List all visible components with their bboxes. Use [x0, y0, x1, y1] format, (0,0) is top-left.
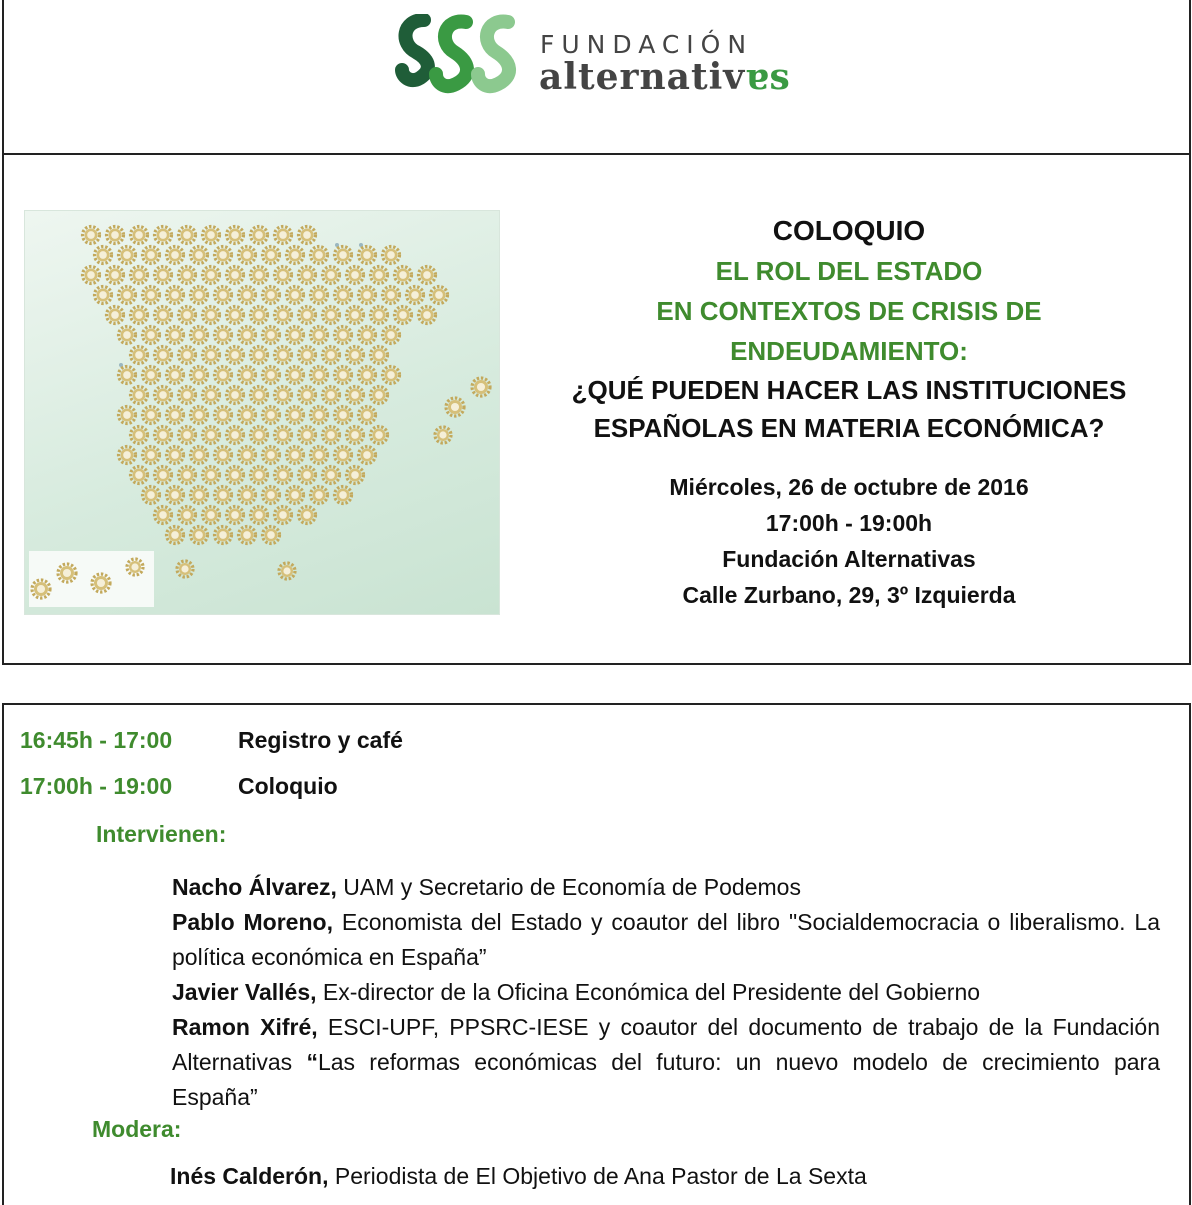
slot-label: Registro y café — [238, 727, 403, 753]
slot-time: 17:00h - 19:00 — [20, 773, 173, 799]
event-title-line-2: EN CONTEXTOS DE CRISIS DE — [656, 296, 1042, 326]
event-address: Calle Zurbano, 29, 3º Izquierda — [682, 582, 1016, 608]
event-question-line-1: ¿QUÉ PUEDEN HACER LAS INSTITUCIONES — [571, 375, 1127, 405]
logo-word-main: alternativ — [539, 56, 746, 98]
header-logo-box — [2, 0, 1191, 155]
event-question-line-2: ESPAÑOLAS EN MATERIA ECONÓMICA? — [593, 413, 1105, 443]
slot-label: Coloquio — [238, 773, 338, 799]
event-date: Miércoles, 26 de octubre de 2016 — [669, 474, 1029, 500]
spain-map-of-gears-image — [24, 210, 500, 615]
moderator-name: Inés Calderón, — [170, 1163, 329, 1189]
speaker-desc: ESCI-UPF, PPSRC-IESE y coautor del documento de trabajo de la Fundación Alternativas — [172, 1014, 1160, 1075]
speaker-desc-cont: Las reformas económicas del futuro: un nuevo modelo de crecimiento para España” — [172, 1049, 1160, 1110]
speaker-name: Nacho Álvarez, — [172, 874, 337, 900]
speakers-list — [172, 870, 1160, 1115]
speaker-entry — [172, 870, 1160, 905]
speaker-entry — [172, 975, 1160, 1010]
quote-mark: “ — [306, 1049, 318, 1075]
fundacion-alternativas-logo — [394, 14, 814, 104]
logo-word-fundacion: FUNDACIÓN — [540, 30, 754, 59]
speaker-name: Pablo Moreno, — [172, 909, 333, 935]
gear-map-svg — [25, 211, 499, 614]
event-title-line-1: EL ROL DEL ESTADO — [715, 256, 983, 286]
moderator-desc: Periodista de El Objetivo de Ana Pastor de La Sexta — [328, 1163, 867, 1189]
speaker-entry — [172, 1010, 1160, 1115]
speaker-entry — [172, 905, 1160, 975]
moderator-heading: Modera: — [92, 1116, 182, 1142]
event-kicker: COLOQUIO — [772, 215, 926, 246]
event-info — [529, 211, 1169, 613]
event-title-line-3: ENDEUDAMIENTO: — [730, 336, 968, 366]
speaker-desc: Ex-director de la Oficina Económica del Presidente del Gobierno — [316, 979, 981, 1005]
logo-word-accent: ɐs — [745, 56, 791, 98]
speaker-desc: UAM y Secretario de Economía de Podemos — [336, 874, 801, 900]
program-slot — [20, 773, 338, 800]
event-box — [2, 153, 1191, 665]
slot-time: 16:45h - 17:00 — [20, 727, 173, 753]
speakers-heading: Intervienen: — [96, 821, 227, 847]
logo-word-alternativas — [539, 56, 791, 98]
logo-mark-icon — [394, 14, 530, 100]
program-box — [2, 703, 1191, 1205]
speaker-name: Ramon Xifré, — [172, 1014, 318, 1040]
event-hours: 17:00h - 19:00h — [765, 510, 933, 536]
moderator-entry — [170, 1163, 867, 1190]
speaker-name: Javier Vallés, — [172, 979, 317, 1005]
program-slot — [20, 727, 403, 754]
event-venue: Fundación Alternativas — [722, 546, 976, 572]
speaker-desc: Economista del Estado y coautor del libro "Socialdemocracia o liberalismo. La política económica en España” — [172, 909, 1161, 970]
